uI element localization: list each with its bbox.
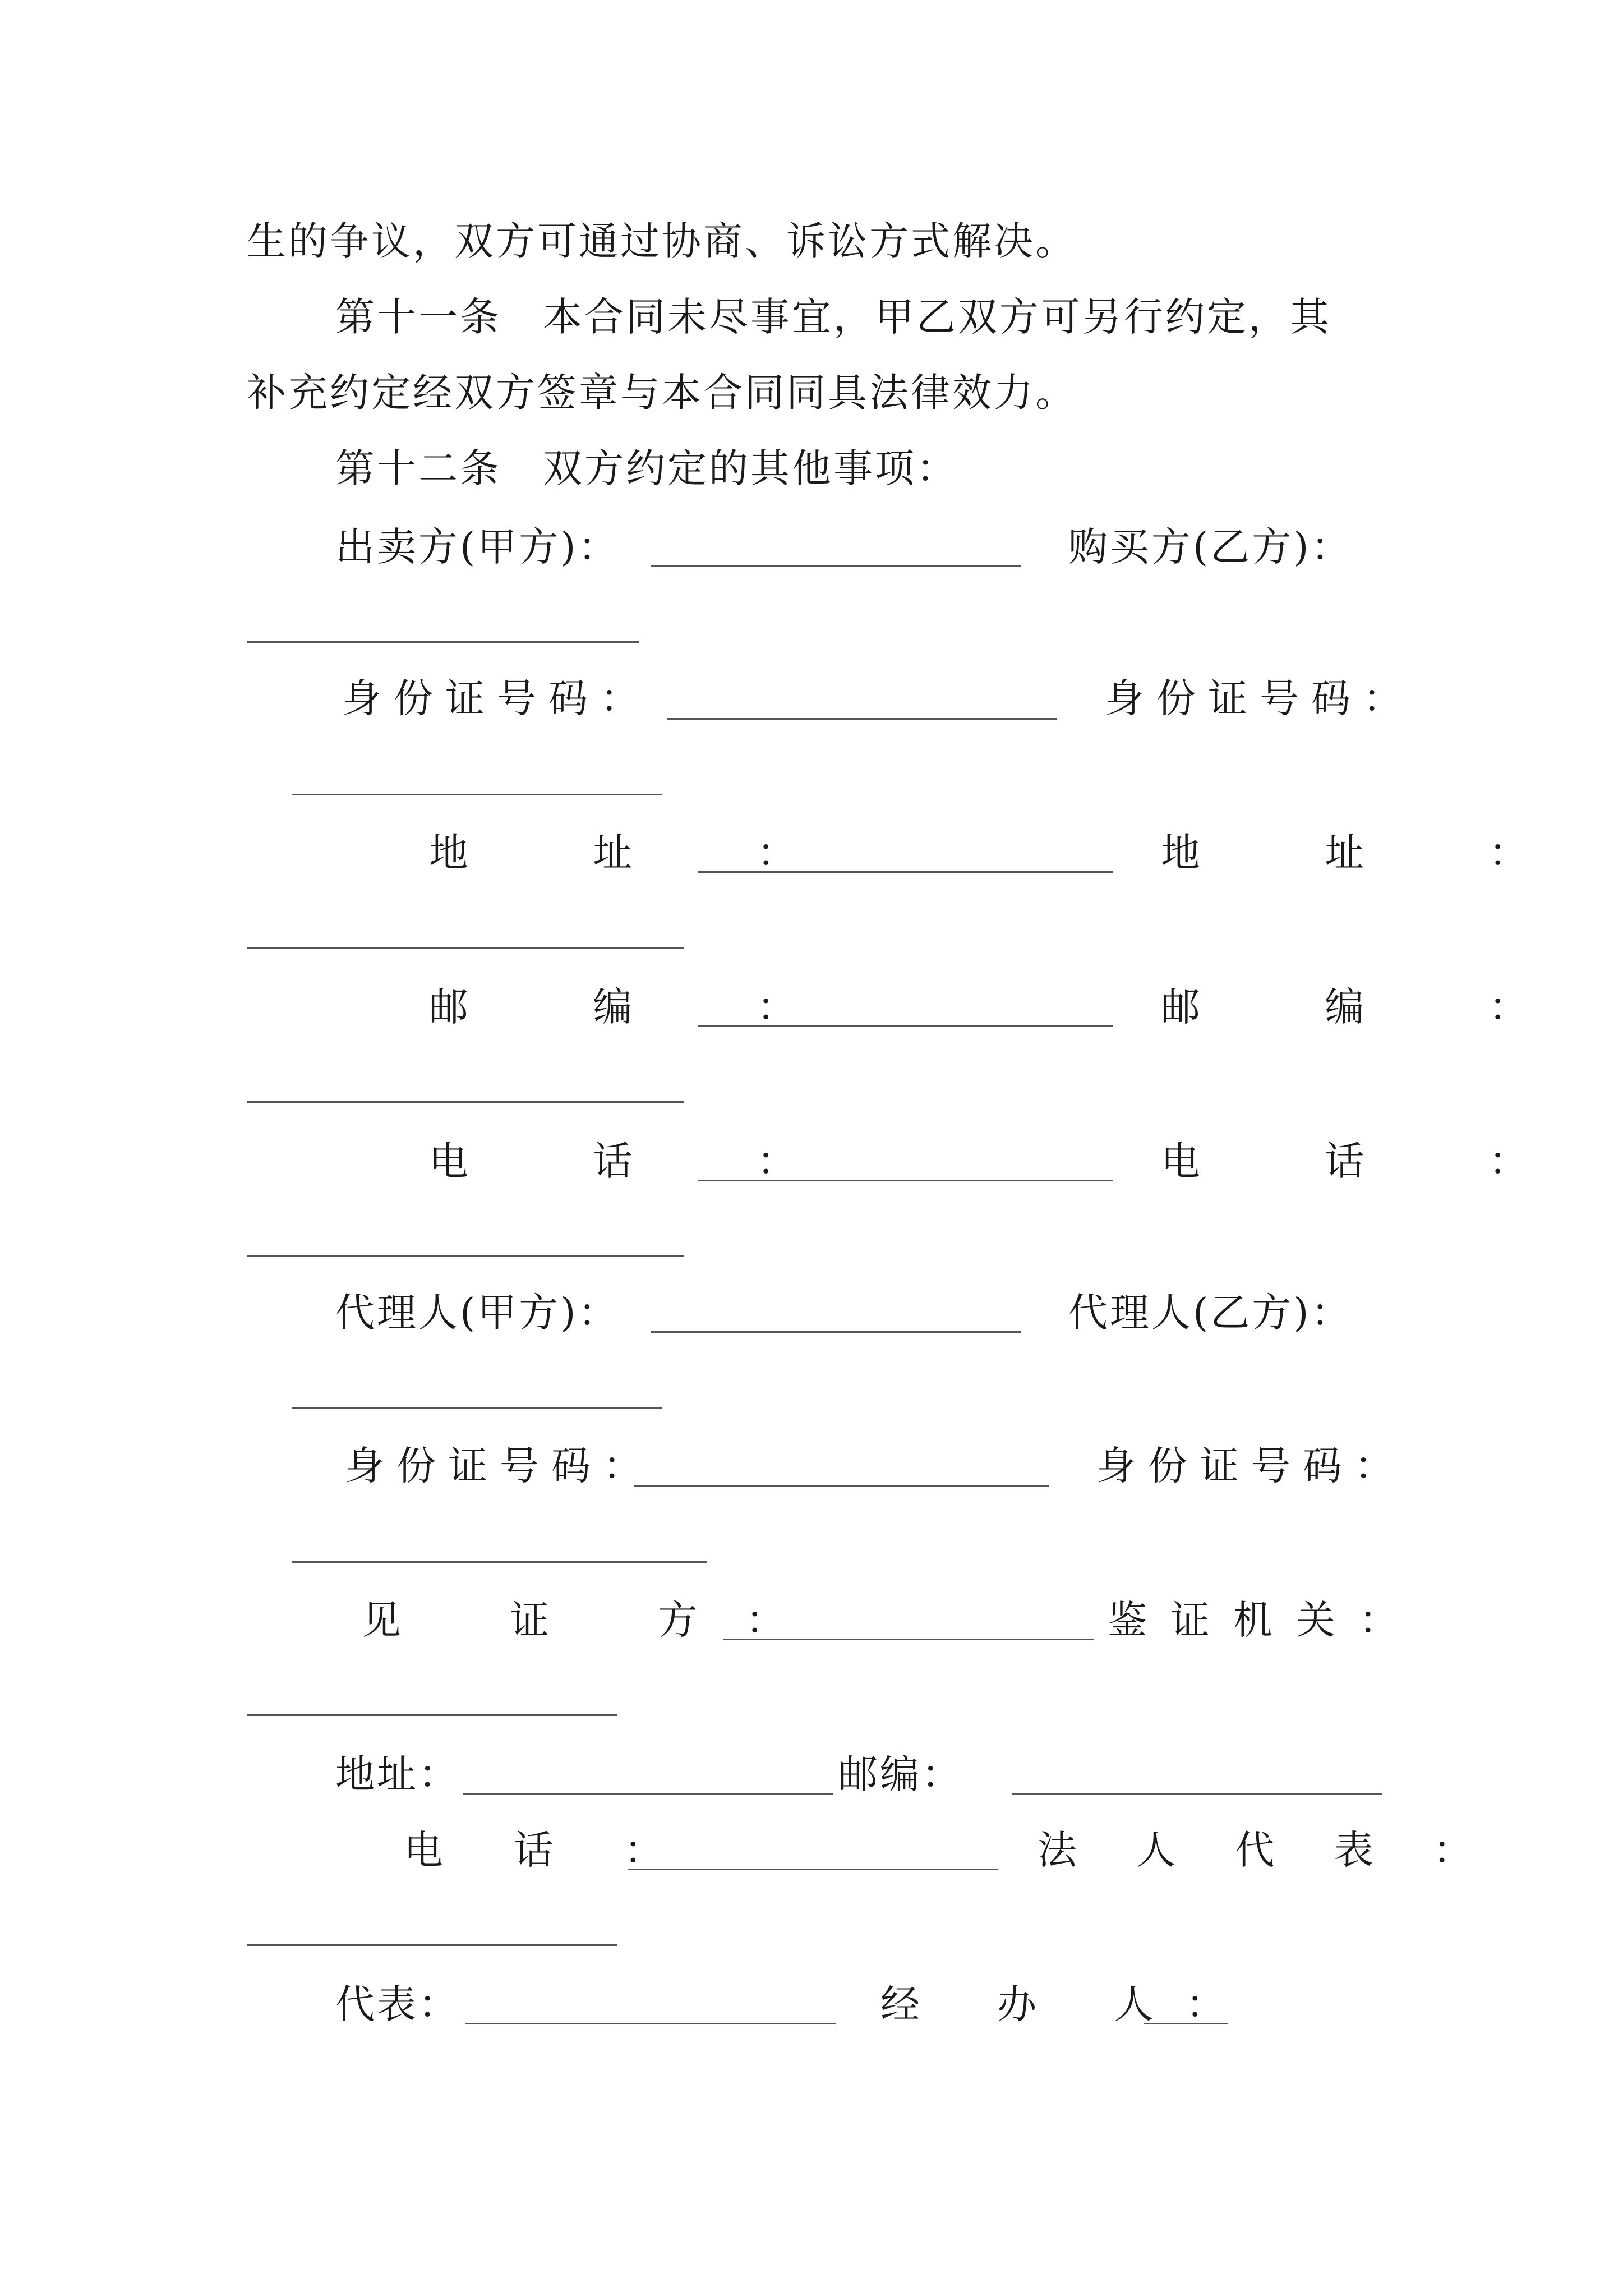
notary-label: 鉴证机关： <box>1108 1597 1422 1643</box>
buyer-id-label: 身份证号码： <box>1105 675 1414 721</box>
buyer-agent-blank[interactable] <box>292 1407 662 1409</box>
seller-address-blank[interactable] <box>698 871 1113 873</box>
seller-agent-blank[interactable] <box>651 1331 1021 1333</box>
rep-label: 代表： <box>335 1981 460 2027</box>
handler-label: 经 办 人： <box>880 1981 1258 2027</box>
seller-postcode-label: 邮 编 ： <box>429 984 852 1030</box>
seller-phone-label: 电 话 ： <box>429 1138 852 1184</box>
seller-address-label: 地 址 ： <box>429 830 852 876</box>
buyer-agent-id-label: 身份证号码： <box>1096 1443 1406 1489</box>
buyer-id-blank[interactable] <box>292 794 662 795</box>
notary-phone-blank[interactable] <box>628 1869 998 1870</box>
seller-postcode-blank[interactable] <box>698 1025 1113 1027</box>
seller-label: 出卖方(甲方)： <box>335 524 620 570</box>
seller-phone-blank[interactable] <box>698 1180 1113 1181</box>
notary-postcode-blank[interactable] <box>1012 1793 1382 1795</box>
notary-postcode-label: 邮编： <box>838 1751 963 1797</box>
rep-blank[interactable] <box>465 2023 836 2024</box>
legal-rep-label: 法 人 代 表 ： <box>1038 1827 1496 1873</box>
seller-blank[interactable] <box>651 565 1021 567</box>
paragraph-dispute-resolution: 生的争议，双方可通过协商、诉讼方式解决。 <box>247 218 1077 264</box>
seller-id-blank[interactable] <box>667 718 1057 720</box>
article-11-line-1: 第十一条 本合同未尽事宜，甲乙双方可另行约定，其 <box>335 294 1331 340</box>
buyer-agent-label: 代理人(乙方)： <box>1068 1290 1353 1336</box>
seller-agent-id-blank[interactable] <box>634 1485 1049 1487</box>
article-12-heading: 第十二条 双方约定的其他事项： <box>335 445 958 491</box>
buyer-address-label: 地 址 ： <box>1161 830 1584 876</box>
article-11-line-2: 补充约定经双方签章与本合同同具法律效力。 <box>247 370 1077 416</box>
seller-agent-label: 代理人(甲方)： <box>335 1290 620 1336</box>
buyer-address-blank[interactable] <box>247 947 684 949</box>
witness-blank[interactable] <box>723 1639 1094 1640</box>
notary-address-label: 地址： <box>335 1751 460 1797</box>
notary-blank[interactable] <box>247 1714 617 1716</box>
seller-agent-id-label: 身份证号码： <box>345 1443 654 1489</box>
buyer-agent-id-blank[interactable] <box>292 1561 707 1563</box>
buyer-label: 购买方(乙方)： <box>1068 524 1353 570</box>
seller-id-label: 身份证号码： <box>342 675 652 721</box>
buyer-postcode-label: 邮 编 ： <box>1161 984 1584 1030</box>
witness-label: 见 证 方： <box>362 1597 833 1643</box>
notary-phone-label: 电 话 ： <box>404 1827 693 1873</box>
legal-rep-blank[interactable] <box>247 1944 617 1946</box>
buyer-phone-label: 电 话 ： <box>1161 1138 1584 1184</box>
buyer-blank[interactable] <box>247 641 639 643</box>
buyer-postcode-blank[interactable] <box>247 1101 684 1103</box>
notary-address-blank[interactable] <box>463 1793 833 1795</box>
buyer-phone-blank[interactable] <box>247 1255 684 1257</box>
handler-blank[interactable] <box>1144 2023 1228 2024</box>
